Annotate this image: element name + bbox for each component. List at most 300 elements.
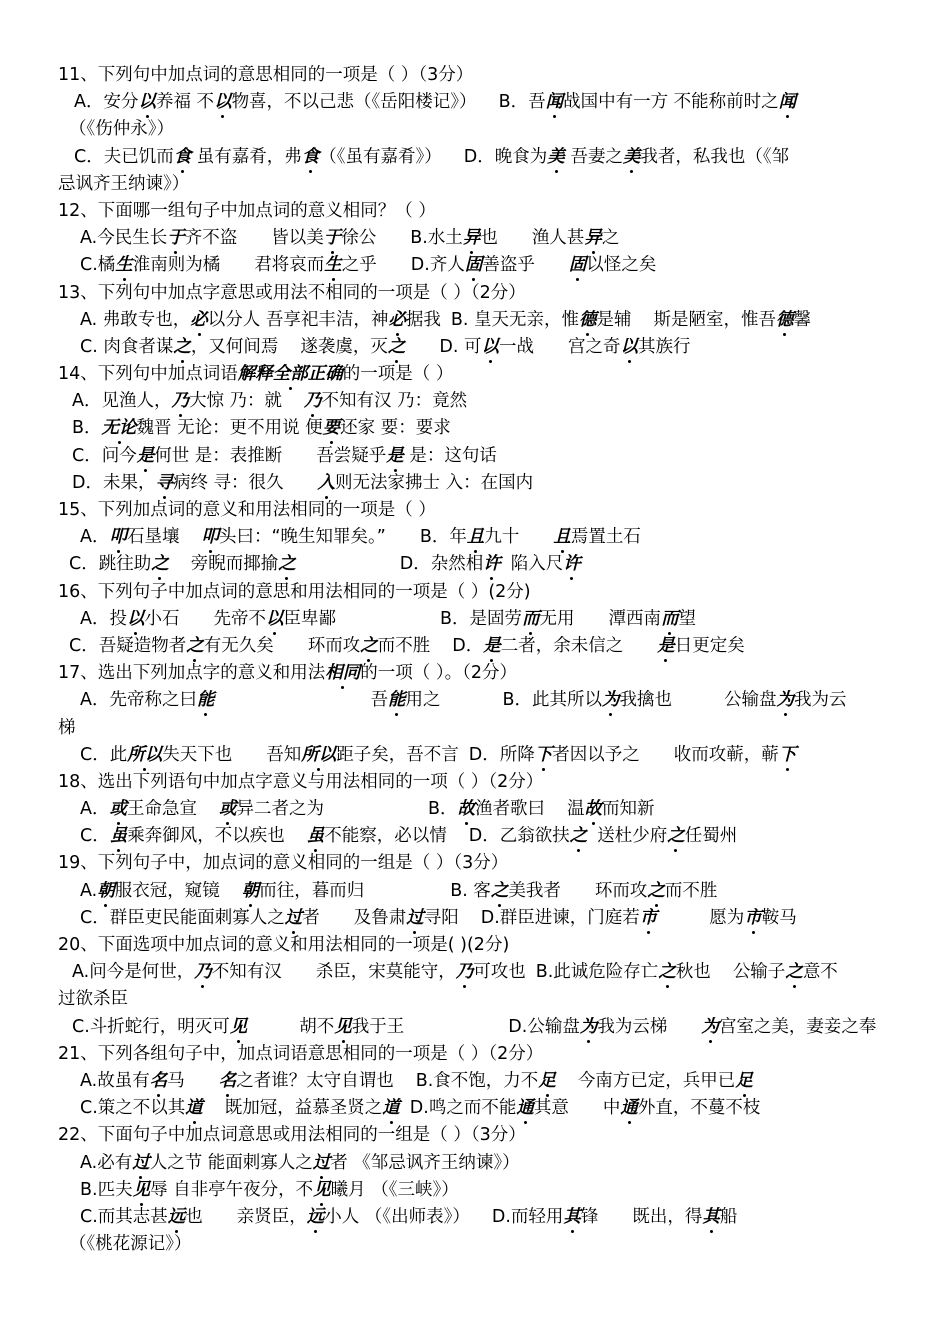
q19-stem: [58, 850, 898, 877]
q17-stem: [58, 660, 898, 687]
q16-stem: [58, 579, 898, 606]
text-segment: 之者谁？太守自谓也: [236, 1070, 394, 1091]
emphasized-word: 足: [538, 1070, 556, 1091]
emphasized-word: 能: [196, 690, 215, 711]
text-segment: 宫室之美，妻妾之奉: [718, 1016, 877, 1037]
emphasized-word: 以: [214, 92, 232, 113]
text-segment: 也: [185, 1206, 203, 1227]
emphasized-word: 或: [218, 799, 237, 820]
q22-stem: [58, 1122, 898, 1149]
emphasized-word: 所以: [127, 744, 163, 765]
text-segment: A.问今是何世，: [72, 962, 195, 983]
text-segment: 不知有汉: [211, 962, 282, 983]
text-segment: D．乙翁欲扶: [468, 826, 570, 847]
text-segment: 小石: [144, 608, 180, 629]
q18-option-c-d: [58, 823, 898, 850]
text-segment: D.鸣之而不能: [409, 1098, 517, 1119]
emphasized-word: 乃: [194, 962, 212, 983]
text-segment: C.橘: [80, 255, 116, 276]
text-segment: A.必有: [80, 1152, 133, 1173]
text-segment: 15、下列加点词的意义和用法相同的一项是（ ）: [58, 500, 436, 520]
text-segment: B.此诚危险存亡: [535, 962, 659, 983]
text-segment: 渔者歌曰: [475, 799, 545, 820]
text-segment: D.群臣进谏，门庭若: [480, 907, 640, 928]
text-segment: 以分人 吾享祀丰洁，神: [207, 309, 389, 330]
text-segment: 异二者之为: [236, 799, 324, 820]
text-segment: 用之: [405, 690, 441, 711]
text-segment: 小人 （《出师表》）: [324, 1206, 470, 1227]
text-segment: A．见渔人，: [72, 391, 172, 412]
text-segment: A．安分: [74, 92, 139, 113]
text-segment: 公输子: [732, 962, 786, 983]
text-segment: 吾妻之: [564, 146, 623, 167]
text-segment: ，又何间焉: [190, 336, 279, 357]
q14-option-d: [58, 470, 898, 497]
q20-option-a-b: [58, 959, 898, 986]
emphasized-word: 生: [115, 255, 133, 276]
text-segment: 也: [480, 228, 498, 249]
text-segment: B.匹夫: [80, 1179, 133, 1200]
emphasized-word: 而: [522, 608, 540, 629]
text-segment: 意不: [802, 962, 838, 983]
text-segment: 而不胜: [664, 880, 718, 901]
q11-option-b-continued: [58, 116, 898, 143]
emphasized-word: 名: [218, 1070, 237, 1091]
text-segment: 我于王: [351, 1016, 405, 1037]
text-segment: C．夫已饥而: [74, 146, 174, 167]
text-segment: 服衣冠，窥镜: [114, 880, 220, 901]
text-segment: 其族行: [637, 336, 691, 357]
text-segment: 先帝不: [213, 608, 266, 629]
text-segment: D．杂然相: [399, 554, 484, 575]
text-segment: （《桃花源记》）: [69, 1234, 192, 1255]
emphasized-word: 德: [579, 309, 597, 330]
q17-option-c-d: [58, 742, 898, 769]
text-segment: 收而攻蕲，蕲: [673, 744, 779, 765]
text-segment: 有无久矣: [203, 635, 274, 656]
q16-option-a-b: [58, 606, 898, 633]
text-segment: 一战: [498, 336, 534, 357]
text-segment: 过欲杀臣: [58, 989, 128, 1010]
text-segment: A.: [80, 880, 98, 901]
text-segment: （《伤仲永》）: [69, 119, 174, 140]
emphasized-word: 且: [466, 527, 485, 548]
q16-option-c-d: [58, 633, 898, 660]
text-segment: 头曰：“晚生知罪矣。”: [218, 527, 386, 548]
text-segment: 19、下列句子中，加点词的意义相同的一组是（ ）（3分）: [58, 853, 509, 874]
text-segment: C. 肉食者谋: [80, 336, 174, 357]
text-segment: 潭西南: [608, 608, 661, 629]
emphasized-word: 之: [785, 962, 803, 983]
emphasized-word: 远: [167, 1206, 186, 1227]
emphasized-word: 故: [584, 799, 602, 820]
q12-option-a-b: [58, 225, 898, 252]
text-segment: 鞍马: [761, 907, 797, 928]
emphasized-word: 之: [360, 635, 378, 656]
emphasized-word: 远: [306, 1206, 325, 1227]
emphasized-word: 之: [658, 962, 676, 983]
text-segment: D．所降: [468, 744, 535, 765]
text-segment: 之: [601, 228, 620, 249]
text-segment: 18、选出下列语句中加点字意义与用法相同的一项（ ）（2分）: [58, 771, 544, 792]
emphasized-word: 之: [186, 635, 204, 656]
text-segment: 是：这句话: [403, 445, 497, 466]
text-segment: B．吾: [498, 92, 546, 113]
emphasized-word: 寻: [155, 472, 173, 493]
text-segment: 我擒也: [619, 690, 672, 711]
emphasized-word: 以: [126, 608, 145, 629]
text-segment: 还家 要：要求: [340, 418, 451, 439]
text-segment: 吾知: [266, 744, 302, 765]
q18-option-a-b: [58, 796, 898, 823]
text-segment: 不知有汉 乃：竟然: [321, 391, 468, 412]
emphasized-word: 市: [744, 907, 762, 928]
text-segment: C．问今: [72, 445, 137, 466]
text-segment: A.今民生长: [80, 228, 168, 249]
text-segment: 王命急宣: [126, 799, 197, 820]
emphasized-word: 要: [322, 418, 341, 439]
q19-option-a-b: [58, 878, 898, 905]
text-segment: D.公输盘: [508, 1016, 580, 1037]
emphasized-word: 于: [167, 228, 185, 249]
emphasized-word: 市: [639, 907, 658, 928]
text-segment: B.水土: [410, 228, 463, 249]
text-segment: 21、下列各组句子中，加点词语意思相同的一项是（ ）（2分）: [58, 1043, 544, 1064]
q21-stem: [58, 1041, 898, 1068]
text-segment: 养福 不: [155, 92, 215, 113]
emphasized-word: 之: [173, 336, 191, 357]
emphasized-word: 故: [457, 799, 475, 820]
emphasized-word: 是: [657, 635, 675, 656]
text-segment: 馨: [793, 309, 811, 330]
emphasized-word: 之: [151, 554, 169, 575]
emphasized-word: 通: [620, 1098, 638, 1119]
q15-option-c-d: [58, 551, 898, 578]
text-segment: A．: [80, 799, 110, 820]
q14-option-a: [58, 388, 898, 415]
text-segment: 渔人甚: [531, 228, 585, 249]
text-segment: 乘奔御风，不以疾也: [127, 826, 285, 847]
emphasized-word: 必: [190, 309, 208, 330]
q21-option-c-d: [58, 1095, 898, 1122]
text-segment: C．此: [80, 744, 128, 765]
text-segment: A．投: [80, 608, 127, 629]
text-segment: 的一项（ ）。（2分）: [360, 663, 517, 684]
text-segment: 陷入尺: [510, 554, 564, 575]
text-segment: 君将哀而: [254, 255, 325, 276]
text-segment: D．: [452, 635, 484, 656]
emphasized-word: 其: [702, 1206, 720, 1227]
q22-option-a: [58, 1150, 898, 1177]
text-segment: B. 皇天无亲，惟: [450, 309, 579, 330]
emphasized-word: 名: [149, 1070, 168, 1091]
text-segment: 者: [302, 907, 320, 928]
text-segment: C.而其志甚: [80, 1206, 168, 1227]
text-segment: 不能察，必以情: [324, 826, 447, 847]
emphasized-word: 以: [481, 336, 499, 357]
emphasized-word: 固: [568, 255, 587, 276]
q20-stem: [58, 932, 898, 959]
text-segment: 以怪之矣: [586, 255, 657, 276]
question-list: [58, 62, 898, 1258]
emphasized-word: 而: [661, 608, 679, 629]
text-segment: 宫之奇: [567, 336, 621, 357]
text-segment: D．晚食为: [463, 146, 548, 167]
text-segment: 望: [678, 608, 696, 629]
text-segment: 17、选出下列加点字的意义和用法: [58, 663, 326, 684]
text-segment: 胡不: [299, 1016, 335, 1037]
text-segment: D. 可: [439, 336, 482, 357]
text-segment: C．群臣吏民能面刺寡人之: [80, 907, 285, 928]
emphasized-word: 过: [406, 907, 424, 928]
emphasized-word: 虽: [306, 826, 325, 847]
text-segment: D.而轻用: [491, 1206, 564, 1227]
text-segment: 大惊 乃：就: [188, 391, 283, 412]
text-segment: 人之节 能面刺寡人之: [149, 1152, 313, 1173]
text-segment: A．先帝称之曰: [80, 690, 197, 711]
q11-option-a-b: [58, 89, 898, 116]
q13-stem: [58, 280, 898, 307]
text-segment: 病终 寻：很久: [172, 472, 284, 493]
emphasized-word: 必: [388, 309, 406, 330]
emphasized-word: 足: [735, 1070, 753, 1091]
text-segment: D.齐人: [410, 255, 465, 276]
text-segment: 14、下列句中加点词语: [58, 364, 238, 385]
text-segment: 臣卑鄙: [283, 608, 336, 629]
q11-stem: [58, 62, 898, 89]
q20-option-b-continued: [58, 986, 898, 1013]
emphasized-word: 之: [569, 826, 588, 847]
emphasized-word: 道: [185, 1098, 203, 1119]
text-segment: 公输盘: [724, 690, 777, 711]
emphasized-word: 是: [136, 445, 155, 466]
emphasized-word: 见: [229, 1016, 248, 1037]
text-segment: 12、下面哪一组句子中加点词的意义相同？（ ）: [58, 200, 436, 221]
text-segment: 今南方已定，兵甲已: [577, 1070, 736, 1091]
emphasized-word: 于: [323, 228, 342, 249]
emphasized-word: 为: [602, 690, 620, 711]
emphasized-word: 以: [265, 608, 284, 629]
text-segment: 既出，得: [632, 1206, 703, 1227]
text-segment: A．: [80, 527, 110, 548]
emphasized-word: 能: [387, 690, 406, 711]
text-segment: 战国中有一方 不能称前时之: [563, 92, 779, 113]
q13-option-a-b: [58, 307, 898, 334]
text-segment: 焉置土石: [570, 527, 641, 548]
text-segment: 13、下列句中加点字意思或用法不相同的一项是（ ）（2分）: [58, 282, 526, 303]
q19-option-c-d: [58, 905, 898, 932]
text-segment: 物喜，不以己悲（《岳阳楼记》）: [231, 92, 477, 113]
text-segment: 忌讽齐王纳谏》）: [58, 173, 190, 194]
text-segment: 何世 是：表推断: [154, 445, 283, 466]
text-segment: 既加冠，益慕圣贤之: [224, 1098, 383, 1119]
q12-stem: [58, 198, 898, 225]
emphasized-word: 叩: [201, 527, 219, 548]
text-segment: C．吾疑造物者: [69, 635, 187, 656]
text-segment: 马: [167, 1070, 185, 1091]
emphasized-word: 为: [701, 1016, 719, 1037]
emphasized-word: 食: [173, 146, 192, 167]
q14-stem: [58, 361, 898, 388]
text-segment: 齐不盗: [184, 228, 238, 249]
text-segment: 16、下列句子中加点词的意思和用法相同的一项是（ ）(2分): [58, 581, 531, 602]
text-segment: 可攻也: [473, 962, 526, 983]
text-segment: 寻阳: [423, 907, 459, 928]
text-segment: 锋: [580, 1206, 599, 1227]
text-segment: B. 客: [450, 880, 491, 901]
text-segment: 九十: [484, 527, 520, 548]
emphasized-word: 之: [278, 554, 296, 575]
text-segment: 虽有嘉肴，弗: [191, 146, 302, 167]
text-segment: C．跳往助: [69, 554, 152, 575]
text-segment: 美我者: [508, 880, 561, 901]
q13-option-c-d: [58, 334, 898, 361]
emphasized-word: 为: [776, 690, 794, 711]
emphasized-word: 异: [584, 228, 602, 249]
q22-option-b: [58, 1177, 898, 1204]
emphasized-word: 朝: [241, 880, 260, 901]
text-segment: 环而攻: [307, 635, 361, 656]
text-segment: 而知新: [602, 799, 655, 820]
emphasized-word: 许: [563, 554, 581, 575]
text-segment: 其意: [533, 1098, 569, 1119]
q14-option-b: [58, 415, 898, 442]
text-segment: 是辅: [596, 309, 632, 330]
text-segment: C．: [80, 826, 110, 847]
text-segment: 外直，不蔓不枝: [637, 1098, 761, 1119]
emphasized-word: 所以: [301, 744, 337, 765]
text-segment: 我为云: [794, 690, 847, 711]
text-segment: 梯: [58, 717, 76, 738]
text-segment: 及鲁肃: [353, 907, 407, 928]
text-segment: 辱 自非亭午夜分，不: [150, 1179, 314, 1200]
text-segment: A. 弗敢专也，: [80, 309, 191, 330]
emphasized-word: 或: [109, 799, 127, 820]
text-segment: 而不胜: [377, 635, 431, 656]
emphasized-word: 是: [483, 635, 501, 656]
emphasized-word: 许: [483, 554, 501, 575]
emphasized-word: 道: [382, 1098, 400, 1119]
text-segment: 则无法家拂士 入：在国内: [335, 472, 534, 493]
emphasized-word: 美: [622, 146, 641, 167]
text-segment: 者 《邹忌讽齐王纳谏》）: [330, 1152, 520, 1173]
text-segment: 船: [719, 1206, 738, 1227]
text-segment: 淮南则为橘: [132, 255, 221, 276]
q15-option-a-b: [58, 524, 898, 551]
emphasized-word: 以: [138, 92, 156, 113]
emphasized-word: 固: [464, 255, 483, 276]
text-segment: （《虽有嘉肴》）: [319, 146, 442, 167]
text-segment: D．未果，: [72, 472, 156, 493]
text-segment: 二者，余未信之: [500, 635, 624, 656]
text-segment: 失天下也: [162, 744, 233, 765]
q20-option-c-d: [58, 1014, 898, 1041]
emphasized-word: 为: [579, 1016, 598, 1037]
emphasized-word: 虽: [109, 826, 128, 847]
emphasized-phrase: 相同: [325, 663, 361, 684]
text-segment: 中: [602, 1098, 621, 1119]
text-segment: 距子矣，吾不言: [336, 744, 459, 765]
text-segment: 吾尝疑乎: [316, 445, 387, 466]
emphasized-word: 乃: [455, 962, 474, 983]
emphasized-word: 朝: [97, 880, 115, 901]
text-segment: 旁睨而揶揄: [190, 554, 279, 575]
text-segment: B．: [72, 418, 102, 439]
text-segment: 而往，暮而归: [259, 880, 365, 901]
text-segment: 11、下列句中加点词的意思相同的一项是（ ）（3分）: [58, 65, 474, 85]
emphasized-word: 食: [301, 146, 320, 167]
emphasized-phrase: 解释全部正确: [237, 364, 343, 385]
emphasized-word: 通: [516, 1098, 534, 1119]
emphasized-word: 过: [132, 1152, 150, 1173]
text-segment: 皆以美: [271, 228, 324, 249]
q22-option-d-continued: [58, 1231, 898, 1258]
emphasized-word: 之: [667, 826, 685, 847]
text-segment: 之乎: [341, 255, 377, 276]
emphasized-word: 异: [462, 228, 481, 249]
emphasized-word: 过: [312, 1152, 331, 1173]
text-segment: 魏晋 无论：更不用说 便: [136, 418, 323, 439]
text-segment: 无用: [539, 608, 575, 629]
emphasized-word: 且: [553, 527, 571, 548]
emphasized-word: 见: [313, 1179, 331, 1200]
text-segment: 善盗乎: [482, 255, 535, 276]
text-segment: C.策之不以其: [80, 1098, 186, 1119]
text-segment: 斯是陋室，惟吾: [653, 309, 776, 330]
q11-option-c-d: [58, 144, 898, 171]
emphasized-word: 以: [620, 336, 638, 357]
q22-option-c-d: [58, 1204, 898, 1231]
text-segment: 我者，私我也（《邹: [640, 146, 790, 167]
text-segment: B．年: [419, 527, 467, 548]
text-segment: B．: [427, 799, 458, 820]
text-segment: 据我: [405, 309, 441, 330]
emphasized-word: 之: [647, 880, 665, 901]
emphasized-word: 其: [563, 1206, 581, 1227]
emphasized-word: 过: [284, 907, 303, 928]
text-segment: 秋也: [675, 962, 711, 983]
emphasized-word: 下: [778, 744, 797, 765]
text-segment: A.故虽有: [80, 1070, 150, 1091]
text-segment: 任蜀州: [684, 826, 738, 847]
q15-stem: [58, 497, 898, 524]
text-segment: 亲贤臣，: [236, 1206, 307, 1227]
emphasized-word: 之: [387, 336, 406, 357]
text-segment: 我为云梯: [597, 1016, 668, 1037]
emphasized-word: 下: [534, 744, 553, 765]
q17-option-b-continued: [58, 715, 898, 742]
emphasized-word: 闻: [545, 92, 564, 113]
emphasized-word: 之: [490, 880, 509, 901]
emphasized-word: 德: [776, 309, 794, 330]
text-segment: 日更定矣: [674, 635, 745, 656]
text-segment: B．是固劳: [439, 608, 522, 629]
text-segment: 石垦壤: [126, 527, 180, 548]
text-segment: 徐公: [341, 228, 377, 249]
emphasized-word: 闻: [778, 92, 797, 113]
emphasized-word: 叩: [109, 527, 127, 548]
emphasized-word: 是: [386, 445, 404, 466]
text-segment: 杀臣，宋莫能守，: [315, 962, 456, 983]
emphasized-word: 无论: [101, 418, 137, 439]
emphasized-word: 见: [132, 1179, 151, 1200]
emphasized-word: 生: [324, 255, 342, 276]
text-segment: 者因以予之: [552, 744, 640, 765]
text-segment: 吾: [370, 690, 388, 711]
q17-option-a-b: [58, 687, 898, 714]
emphasized-word: 见: [334, 1016, 352, 1037]
text-segment: 20、下面选项中加点词的意义和用法相同的一项是( )(2分): [58, 935, 510, 955]
